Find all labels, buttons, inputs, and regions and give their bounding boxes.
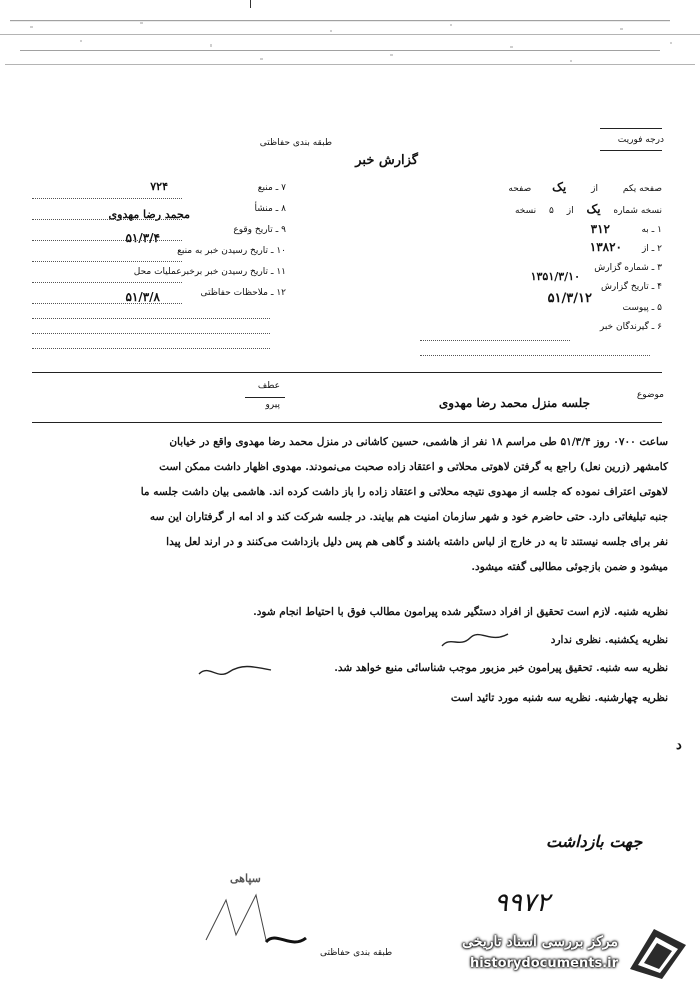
body-line: لاهوتی اعتراف نموده که جلسه از مهدوی نتیجه محلاتی و اعتقاد زاده را باز داشت کرده اند. هاشمی بیان داشت جلسه ما <box>140 486 668 498</box>
left-field-value: ۵۱/۳/۴ <box>125 231 160 245</box>
dotted-line <box>32 282 182 283</box>
copy-info: نسخه شماره یک از ۵ نسخه <box>514 202 662 216</box>
subject-value: جلسه منزل محمد رضا مهدوی <box>438 396 590 410</box>
opinion-line: نظریه شنبه. لازم است تحقیق از افراد دستگیر شده پیرامون مطالب فوق با احتیاط انجام شود. <box>253 606 668 618</box>
body-line: میشود و ضمن بازجوئی مطالبی گفته میشود. <box>471 561 668 573</box>
document-number: ۹۹۷۲ <box>494 888 550 918</box>
right-field-label: ۳ ـ شماره گزارش <box>594 263 662 273</box>
section-divider <box>32 422 662 423</box>
signature-scribble <box>195 660 275 684</box>
right-field-value: ۱۳۵۱/۳/۱۰ <box>530 270 580 283</box>
right-field-label: ۶ ـ گیرندگان خبر <box>599 322 662 332</box>
opinion-line: نظریه سه شنبه. تحقیق پیرامون خبر مزبور موجب شناسائی منبع خواهد شد. <box>334 662 668 674</box>
right-field-value: ۳۱۲ <box>590 222 610 236</box>
urgency-label: درجه فوریت <box>617 135 664 145</box>
section-divider <box>32 372 662 373</box>
left-field-label: ۹ ـ تاریخ وقوع <box>233 225 286 235</box>
dotted-line <box>32 348 270 349</box>
atf-label: عطف <box>257 381 280 391</box>
dotted-line <box>32 240 182 241</box>
left-field-label: ۷ ـ منبع <box>257 183 286 193</box>
body-line: جنبه تبلیغاتی دارد. حتی حاضرم خود و شهر سازمان امنیت هم بیایند. در جلسه شرکت کند و اد امه ار گرفتاران این سه <box>149 511 668 523</box>
handwritten-scribble <box>440 628 510 652</box>
scan-noise-band <box>0 0 700 80</box>
signature-mark: سپاهی <box>230 872 261 885</box>
right-field-label: ۴ ـ تاریخ گزارش <box>600 282 662 292</box>
urgency-box-top <box>600 128 662 129</box>
report-title: گزارش خبر <box>355 153 418 168</box>
page-info: صفحه یکم از یک صفحه <box>508 180 662 194</box>
right-field-label: ۵ ـ پیوست <box>622 303 662 313</box>
dotted-line <box>420 340 570 341</box>
handwritten-note: جهت بازداشت <box>546 832 643 851</box>
dotted-line <box>32 333 270 334</box>
right-field-label: ۱ ـ به <box>641 225 662 235</box>
opinion-line: نظریه یکشنبه. نظری ندارد <box>550 634 668 646</box>
body-line: نفر برای جلسه نیستند تا به در خارج از لباس داشته باشند و گاهی هم پس دلیل بازداشت می‌کنند و در ارند لعل پیدا <box>166 536 668 548</box>
body-line: کامشهر (زرین نعل) راجع به گرفتن لاهوتی محلاتی و اعتقاد زاده صحبت می‌نمودند. مهدوی اظهار داشت ممکن است <box>159 461 668 473</box>
watermark-title: مرکز بررسی اسناد تاریخی <box>462 934 618 950</box>
left-field-label: ۸ ـ منشأ <box>254 204 286 214</box>
dotted-line <box>32 303 182 304</box>
subject-label: موضوع <box>636 390 664 400</box>
margin-mark: د <box>676 738 682 753</box>
dotted-line <box>32 318 270 319</box>
atf-divider <box>245 397 285 398</box>
left-field-value: ۷۲۴ <box>150 180 168 193</box>
right-field-value: ۵۱/۳/۱۲ <box>547 291 592 306</box>
archive-logo-icon <box>624 925 690 981</box>
dotted-line <box>32 261 182 262</box>
classification-label: طبقه بندی حفاظتی <box>259 138 332 148</box>
left-field-value: محمد رضا مهدوی <box>108 208 190 221</box>
peyro-label: پیرو <box>265 400 280 410</box>
dotted-line <box>420 355 650 356</box>
left-field-label: ۱۲ ـ ملاحظات حفاظتی <box>200 288 286 298</box>
dotted-line <box>32 198 182 199</box>
watermark-url: historydocuments.ir <box>469 956 618 971</box>
left-field-value: ۵۱/۳/۸ <box>125 290 160 304</box>
right-field-value: ۱۳۸۲۰ <box>589 240 622 254</box>
urgency-box-bottom <box>600 150 662 151</box>
left-field-label: ۱۰ ـ تاریخ رسیدن خبر به منبع <box>177 246 286 256</box>
stamp-scribble <box>196 880 316 960</box>
body-line: ساعت ۰۷۰۰ روز ۵۱/۳/۴ طی مراسم ۱۸ نفر از هاشمی، حسین کاشانی در منزل محمد رضا مهدوی واقع در خیابان <box>169 436 668 448</box>
dotted-line <box>32 219 182 220</box>
right-field-label: ۲ ـ از <box>641 244 662 254</box>
left-field-label: ۱۱ ـ تاریخ رسیدن خبر برخبرعملیات محل <box>133 267 286 277</box>
opinion-line: نظریه چهارشنبه. نظریه سه شنبه مورد تائید است <box>450 692 668 704</box>
bottom-classification: طبقه بندی حفاظتی <box>320 948 393 958</box>
